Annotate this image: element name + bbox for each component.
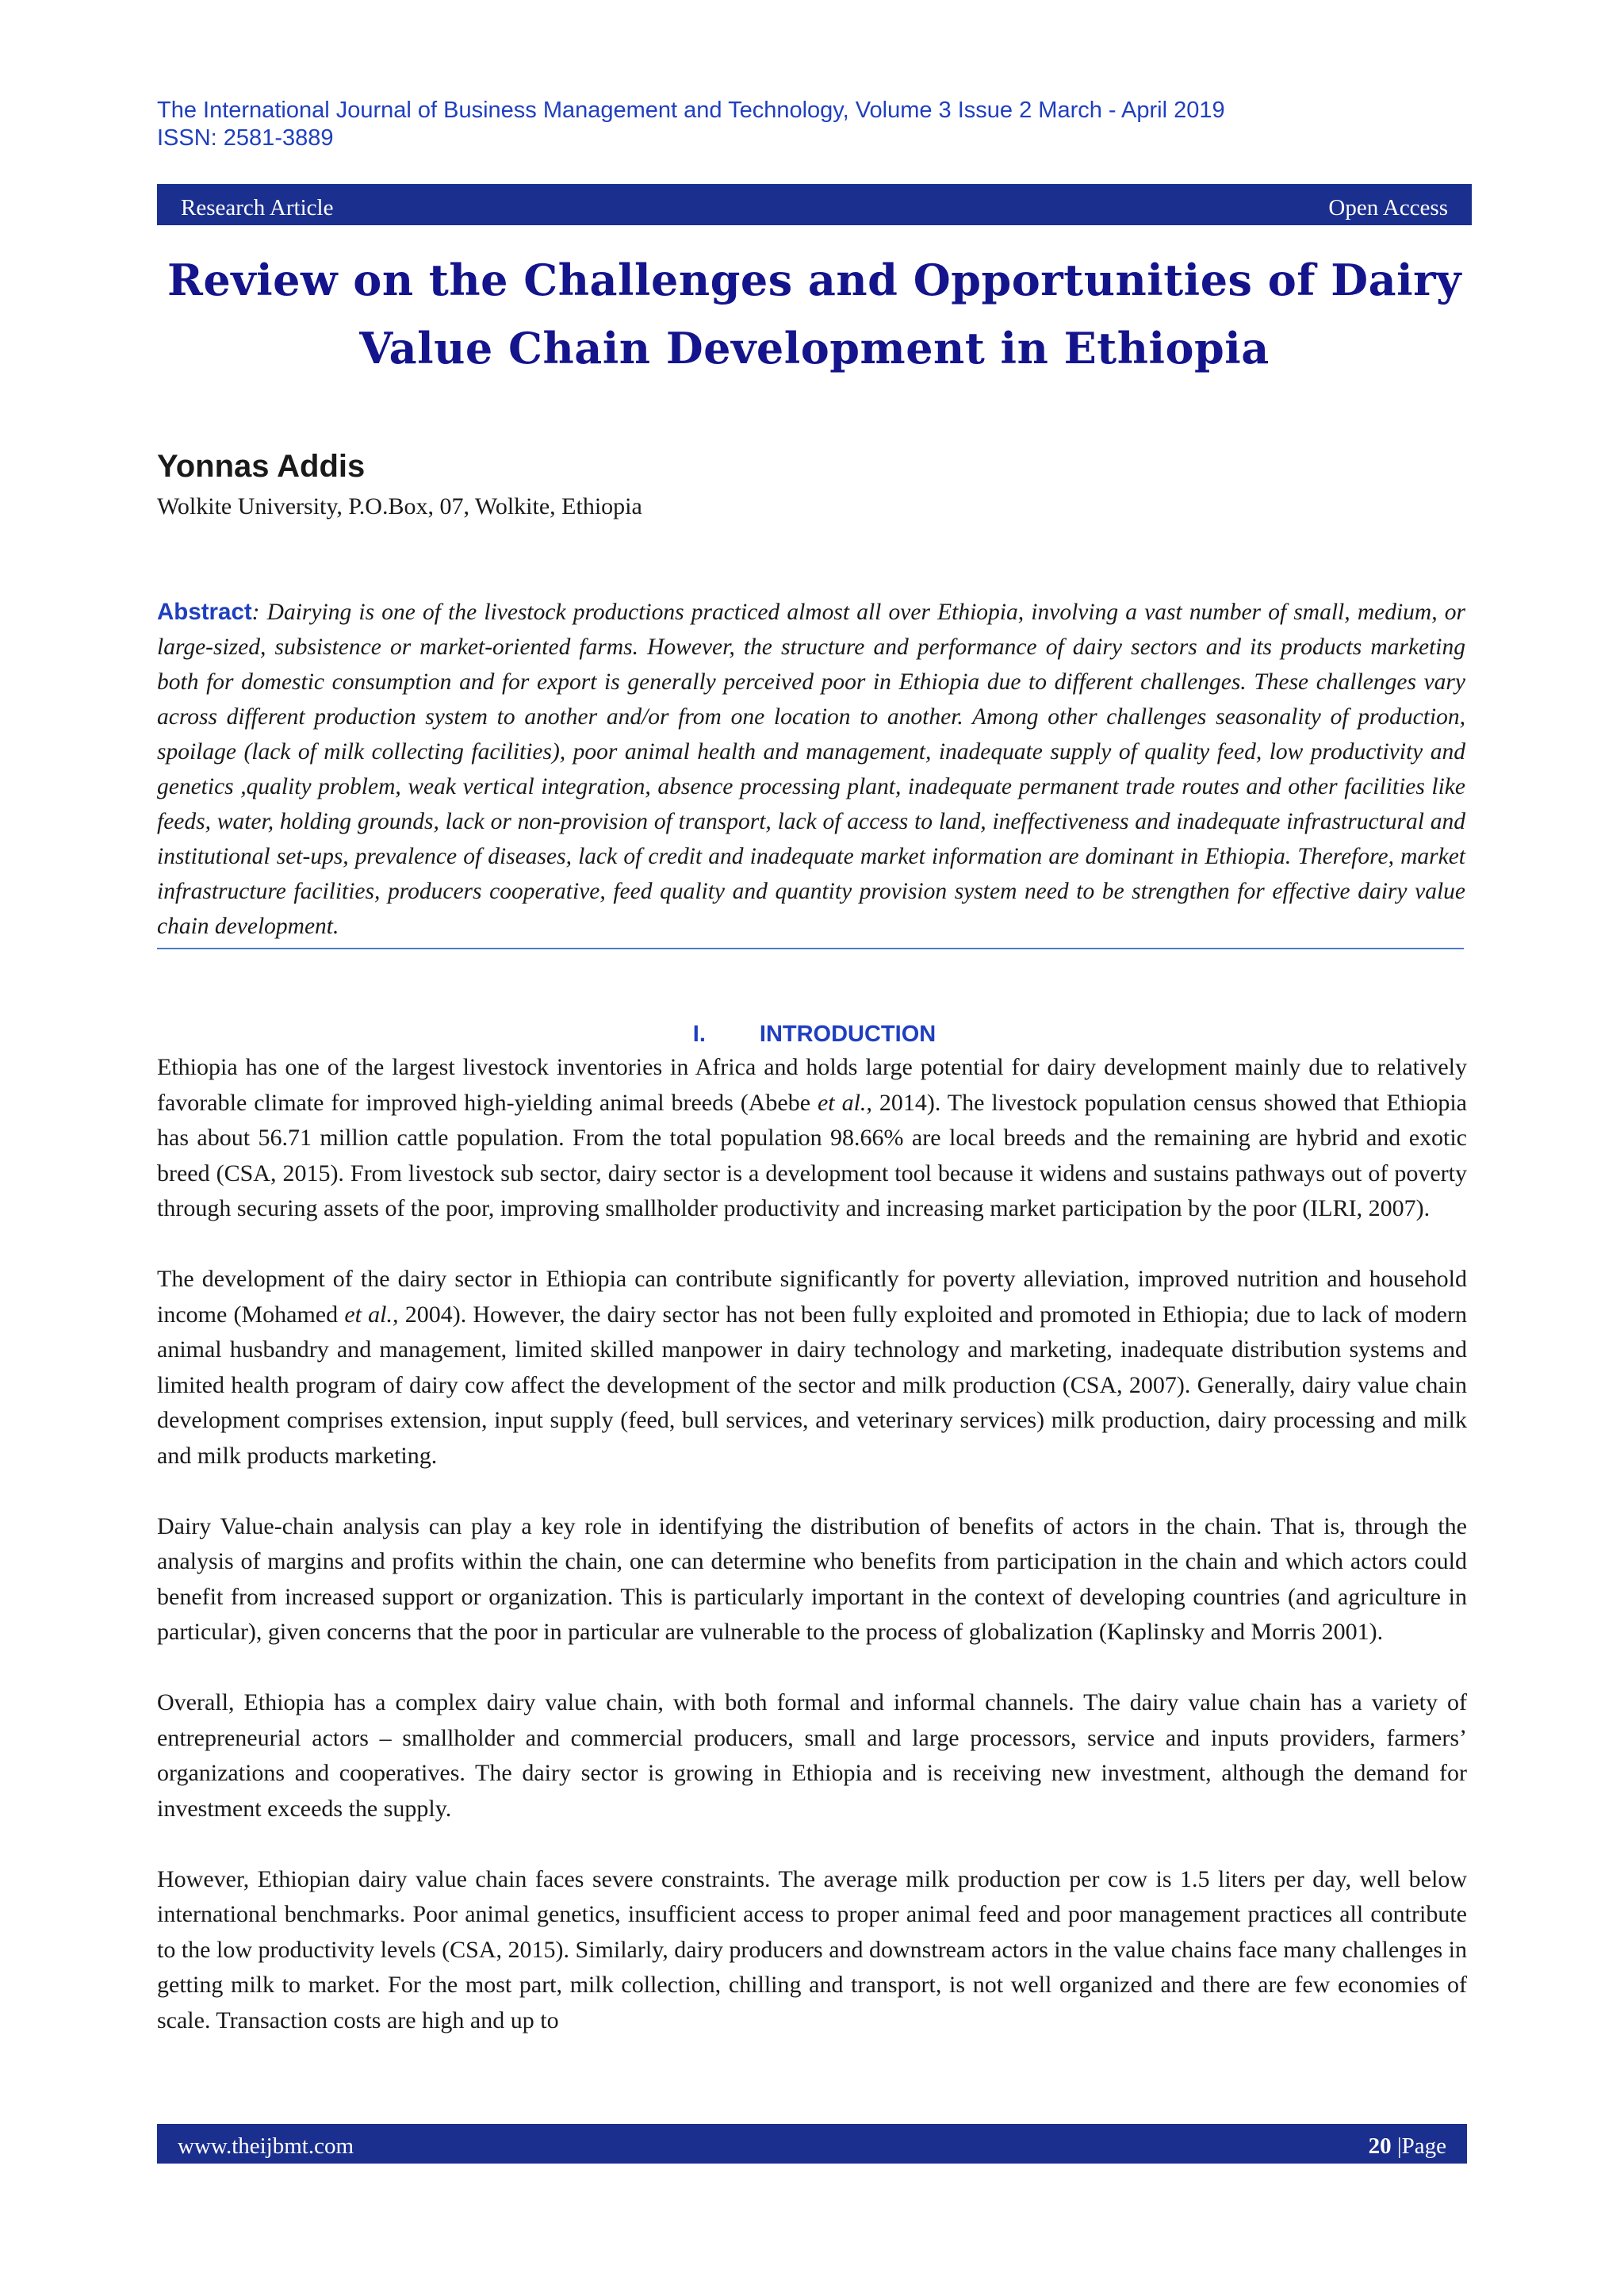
abstract-divider bbox=[157, 948, 1464, 949]
abstract-text: : Dairying is one of the livestock productions practiced almost all over Ethiopia, involving a vast number of small, medium, or large-sized, subsistence or market-oriented farms. However, the structure and performance of dairy sectors and its products marketing both for domestic consumption and for export is generally perceived poor in Ethiopia due to different challenges. These challenges vary across different production system to another and/or from one location to another. Among other challenges seasonality of production, spoilage (lack of milk collecting facilities), poor animal health and management, inadequate supply of quality feed, low productivity and genetics ,quality problem, weak vertical integration, absence processing plant, inadequate permanent trade routes and other facilities like feeds, water, holding grounds, lack or non-provision of transport, lack of access to land, ineffectiveness and inadequate infrastructural and institutional set-ups, prevalence of diseases, lack of credit and inadequate market information are dominant in Ethiopia. Therefore, market infrastructure facilities, producers cooperative, feed quality and quantity provision system need to be strengthen for effective dairy value chain development. bbox=[157, 600, 1465, 939]
paragraph-1 bbox=[157, 1050, 1467, 1227]
author-affiliation: Wolkite University, P.O.Box, 07, Wolkite, Ethiopia bbox=[157, 493, 642, 519]
paper-title bbox=[157, 246, 1472, 382]
paper-title-line-1: Review on the Challenges and Opportunities of Dairy bbox=[167, 255, 1461, 305]
paragraph-2-part-b: 2004). However, the dairy sector has not been fully exploited and promoted in Ethiopia; due to lack of modern animal husbandry and management, limited skilled manpower in dairy technology and marketing, inadequate distribution systems and limited health program of dairy cow affect the development of the sector and milk production (CSA, 2007). Generally, dairy value chain development comprises extension, input supply (feed, bull services, and veterinary services) milk production, dairy processing and milk and milk products marketing. bbox=[157, 1301, 1467, 1469]
paragraph-1-part-a: Ethiopia has one of the largest livestock inventories in Africa and holds large potential for dairy development mainly due to relatively favorable climate for improved high-yielding animal breeds (Abebe bbox=[157, 1054, 1467, 1116]
research-article-label: Research Article bbox=[181, 195, 334, 220]
abstract bbox=[157, 595, 1465, 944]
open-access-label: Open Access bbox=[1328, 195, 1448, 220]
page-number: 20 bbox=[1368, 2133, 1392, 2159]
paragraph-2-etal: et al., bbox=[344, 1301, 399, 1328]
paragraph-5: However, Ethiopian dairy value chain faces severe constraints. The average milk production per cow is 1.5 liters per day, well below international benchmarks. Poor animal genetics, insufficient access to proper animal feed and poor management practices all contribute to the low productivity levels (CSA, 2015). Similarly, dairy producers and downstream actors in the value chains face many challenges in getting milk to market. For the most part, milk collection, chilling and transport, is not well organized and there are few economies of scale. Transaction costs are high and up to bbox=[157, 1865, 1467, 2033]
journal-issn: ISSN: 2581-3889 bbox=[157, 125, 334, 151]
journal-website: www.theijbmt.com bbox=[178, 2133, 354, 2159]
section-heading bbox=[157, 1022, 1472, 1048]
body-text bbox=[157, 1050, 1467, 2074]
author-name: Yonnas Addis bbox=[157, 449, 366, 484]
article-type-banner bbox=[157, 184, 1472, 225]
abstract-label: Abstract bbox=[157, 599, 252, 625]
paragraph-2 bbox=[157, 1262, 1467, 1474]
section-number: I. bbox=[692, 1022, 706, 1047]
page-label: |Page bbox=[1396, 2133, 1446, 2159]
page-number-label bbox=[1369, 2133, 1446, 2160]
paragraph-1-etal: et al., bbox=[817, 1089, 872, 1116]
paragraph-1-part-b: 2014). The livestock population census showed that Ethiopia has about 56.71 million cattle population. From the total population 98.66% are local breeds and the remaining are hybrid and exotic breed (CSA, 2015). From livestock sub sector, dairy sector is a development tool because it widens and sustains pathways out of poverty through securing assets of the poor, improving smallholder productivity and increasing market participation by the poor (ILRI, 2007). bbox=[157, 1089, 1467, 1221]
paragraph-3: Dairy Value-chain analysis can play a key role in identifying the distribution of benefits of actors in the chain. That is, through the analysis of margins and profits within the chain, one can determine who benefits from participation in the chain and which actors could benefit from increased support or organization. This is particularly important in the context of developing countries (and agriculture in particular), given concerns that the poor in particular are vulnerable to the process of globalization (Kaplinsky and Morris 2001). bbox=[157, 1512, 1467, 1645]
paragraph-4: Overall, Ethiopia has a complex dairy value chain, with both formal and informal channels. The dairy value chain has a variety of entrepreneurial actors – smallholder and commercial producers, small and large processors, service and inputs providers, farmers’ organizations and cooperatives. The dairy sector is growing in Ethiopia and is receiving new investment, although the demand for investment exceeds the supply. bbox=[157, 1689, 1467, 1822]
paper-title-line-2: Value Chain Development in Ethiopia bbox=[359, 323, 1270, 374]
section-title: INTRODUCTION bbox=[759, 1022, 936, 1047]
page-footer bbox=[157, 2124, 1467, 2164]
paragraph-2-part-a: The development of the dairy sector in Ethiopia can contribute significantly for poverty alleviation, improved nutrition and household income (Mohamed bbox=[157, 1266, 1467, 1328]
journal-citation: The International Journal of Business Management and Technology, Volume 3 Issue 2 March - April 2019 bbox=[157, 98, 1225, 123]
